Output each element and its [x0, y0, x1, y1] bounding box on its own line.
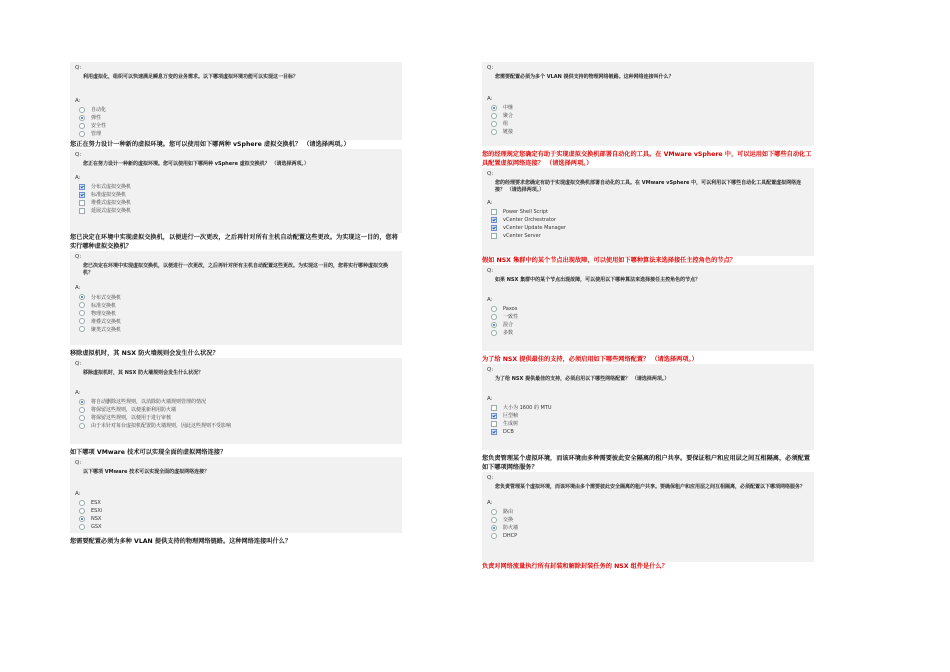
- option-label: 防火墙: [503, 525, 519, 531]
- question-heading: 假如 NSX 集群中的某个节点出现故障，可以使用如下哪种算法来选择接任主控角色的节点？: [482, 257, 736, 264]
- option[interactable]: [487, 420, 809, 428]
- radio-button-selected[interactable]: [491, 105, 497, 111]
- radio-button-selected[interactable]: [79, 516, 85, 522]
- answer-label: A:: [75, 389, 81, 396]
- option-list: [487, 508, 809, 540]
- option-list: [487, 305, 809, 337]
- question-heading: 如下哪项 VMware 技术可以实现全面的虚拟网络连接？: [70, 449, 227, 456]
- option[interactable]: [487, 532, 809, 540]
- option-label: 聚类式交换机: [91, 326, 122, 333]
- checkbox-checked[interactable]: [491, 429, 497, 435]
- question-heading: 您正在努力设计一种新的虚拟环境。您可以使用如下哪两种 vSphere 虚拟交换机？ （请选择两项。）: [70, 141, 350, 148]
- option[interactable]: [75, 309, 397, 317]
- option[interactable]: [487, 524, 809, 532]
- question-text: 如果 NSX 集群中的某个节点出现故障，可以使用以下哪种算法来选择接任主控角色的节点？: [495, 277, 701, 283]
- next-question-heading: 负责对网络流量执行所有封装和解除封装任务的 NSX 组件是什么？: [482, 563, 668, 570]
- checkbox[interactable]: [491, 421, 497, 427]
- question-card: [70, 358, 402, 444]
- option-list: [75, 106, 397, 138]
- option[interactable]: [75, 515, 397, 523]
- radio-button[interactable]: [79, 415, 85, 421]
- option-label: DHCP: [503, 532, 518, 539]
- option[interactable]: [487, 516, 809, 524]
- option[interactable]: [75, 317, 397, 325]
- option[interactable]: [487, 313, 809, 321]
- answer-label: A:: [75, 285, 81, 291]
- checkbox-checked[interactable]: [491, 413, 497, 419]
- option-label: 分布式虚拟交换机: [91, 184, 132, 190]
- answer-label: A:: [487, 499, 493, 506]
- checkbox-checked[interactable]: [79, 184, 85, 190]
- option[interactable]: [487, 120, 809, 128]
- option-label: 将自动删除这些规则，以消除防火墙规则管理的情况: [91, 399, 207, 405]
- option[interactable]: [487, 508, 809, 516]
- question-heading: 为了给 NSX 提供最佳的支持，必须启用如下哪些网络配置？ （请选择两项。）: [482, 356, 698, 363]
- next-question-heading: 您需要配置必须为多种 VLAN 提供支持的物理网络链路。这种网络连接叫什么？: [70, 538, 292, 545]
- option-label: GSX: [91, 523, 102, 530]
- radio-button[interactable]: [79, 524, 85, 530]
- option-label: ESXi: [91, 507, 103, 514]
- option-list: [487, 104, 809, 136]
- option-label: 将保留这些规则，以便用于进行审核: [91, 415, 172, 421]
- left-column: [70, 62, 402, 546]
- option-list: [487, 208, 809, 240]
- question-label: Q:: [75, 254, 82, 260]
- option-label: 弹性: [91, 115, 102, 121]
- question-text: 您正在努力设计一种新的虚拟环境。您可以使用如下哪两种 vSphere 虚拟交换机？ （请选择两项。）: [83, 161, 309, 167]
- question-card: [70, 149, 402, 233]
- answer-label: A:: [75, 490, 81, 497]
- checkbox[interactable]: [79, 200, 85, 206]
- option[interactable]: [75, 183, 397, 191]
- option[interactable]: [75, 301, 397, 309]
- option[interactable]: [75, 398, 397, 406]
- checkbox[interactable]: [491, 233, 497, 239]
- option[interactable]: [487, 208, 809, 216]
- option[interactable]: [75, 130, 397, 138]
- option[interactable]: [75, 191, 397, 199]
- radio-button-selected[interactable]: [79, 115, 85, 121]
- option-label: 中继: [503, 105, 514, 111]
- radio-button-selected[interactable]: [491, 322, 497, 328]
- option[interactable]: [75, 199, 397, 207]
- question-label: Q:: [487, 171, 494, 177]
- checkbox[interactable]: [491, 209, 497, 215]
- option-label: 聚合: [503, 113, 514, 119]
- radio-button[interactable]: [79, 508, 85, 514]
- option[interactable]: [487, 216, 809, 224]
- question-label: Q:: [487, 268, 494, 274]
- option-list: [75, 499, 397, 531]
- question-card: [482, 364, 814, 450]
- radio-button-selected[interactable]: [79, 294, 85, 300]
- radio-button[interactable]: [79, 123, 85, 129]
- question-text: 您已决定在环境中实现虚拟交换机，以便进行一次更改，之后再针对所有主机自动配置这些更改。为实现这一目的，您将实行哪种虚拟交换机？: [83, 263, 389, 276]
- radio-button[interactable]: [491, 533, 497, 539]
- radio-button[interactable]: [491, 314, 497, 320]
- radio-button[interactable]: [79, 131, 85, 137]
- checkbox[interactable]: [491, 405, 497, 411]
- option-label: 由于未针对每台虚拟机配置防火墙规则，因此这些规则不受影响: [91, 423, 232, 429]
- answer-label: A:: [487, 395, 493, 402]
- question-heading: 您负责管理某个虚拟环境，而该环境由多种需要彼此安全隔离的租户共享。要保证租户和应用层之间互相隔离，必须配置如下哪项网络服务？: [482, 455, 810, 471]
- question-label: Q:: [487, 475, 494, 481]
- option-label: 物理交换机: [91, 310, 117, 317]
- radio-button[interactable]: [491, 121, 497, 127]
- checkbox[interactable]: [79, 208, 85, 214]
- option-label: 堆叠式虚拟交换机: [91, 200, 132, 206]
- question-text: 您负责管理某个虚拟环境，而该环境由多个需要彼此安全隔离的租户共享。要确保租户和应用层之间互相隔离，必须配置以下哪项网络服务？: [495, 484, 806, 490]
- option-label: ESX: [91, 499, 101, 506]
- option-list: [487, 404, 809, 436]
- option[interactable]: [487, 412, 809, 420]
- radio-button[interactable]: [491, 509, 497, 515]
- option-label: 将保留这些规则，以便重新利用防火墙: [91, 407, 177, 413]
- option[interactable]: [487, 329, 809, 337]
- option[interactable]: [75, 523, 397, 531]
- option-label: vCenter Orchestrator: [503, 217, 557, 223]
- option[interactable]: [75, 507, 397, 515]
- checkbox-checked[interactable]: [79, 192, 85, 198]
- question-card: [70, 62, 402, 140]
- option[interactable]: [75, 406, 397, 414]
- question-heading: 您已决定在环境中实现虚拟交换机，以便进行一次更改，之后再针对所有主机自动配置这些更改。为实现这一目的，您将实行哪种虚拟交换机？: [70, 234, 398, 250]
- option-label: 堆叠式交换机: [91, 318, 122, 325]
- radio-button[interactable]: [79, 107, 85, 113]
- option[interactable]: [75, 106, 397, 114]
- question-heading: 移除虚拟机时，其 NSX 防火墙规则会发生什么状况？: [70, 350, 219, 357]
- question-text: 为了给 NSX 提供最佳的支持，必须启用以下哪些网络配置？ （请选择两项。）: [495, 376, 670, 382]
- question-text: 以下哪项 VMware 技术可以实现全面的虚拟网络连接？: [83, 469, 210, 475]
- radio-button[interactable]: [491, 330, 497, 336]
- option[interactable]: [75, 114, 397, 122]
- option[interactable]: [487, 112, 809, 120]
- answer-label: A:: [75, 97, 81, 104]
- question-card: [482, 62, 814, 146]
- option-list: [75, 398, 397, 430]
- radio-button[interactable]: [79, 318, 85, 324]
- question-label: Q:: [487, 65, 494, 71]
- question-label: Q:: [75, 361, 82, 367]
- option-label: Paxos: [503, 305, 518, 312]
- radio-button-selected[interactable]: [79, 399, 85, 405]
- option-label: 大小为 1600 的 MTU: [503, 405, 552, 411]
- option-list: [75, 183, 397, 215]
- answer-label: A:: [487, 296, 493, 303]
- radio-button[interactable]: [79, 407, 85, 413]
- option-list: [75, 293, 397, 333]
- option[interactable]: [75, 422, 397, 430]
- checkbox-checked[interactable]: [491, 217, 497, 223]
- option-label: 分布式交换机: [91, 294, 122, 301]
- question-card: [70, 457, 402, 533]
- option-label: 巨型帧: [503, 413, 519, 419]
- option[interactable]: [487, 128, 809, 136]
- question-text: 移除虚拟机时，其 NSX 防火墙规则会发生什么状况？: [83, 370, 204, 376]
- option-label: 链接: [503, 129, 514, 135]
- radio-button[interactable]: [491, 129, 497, 135]
- radio-button[interactable]: [79, 326, 85, 332]
- option[interactable]: [487, 104, 809, 112]
- radio-button[interactable]: [491, 517, 497, 523]
- option[interactable]: [75, 414, 397, 422]
- option[interactable]: [487, 428, 809, 436]
- option[interactable]: [75, 122, 397, 130]
- question-text: 您的经理要求您确定有助于实现虚拟交换机部署自动化的工具。在 VMware vSphere 中，可以利用以下哪些自动化工具配置虚拟网络连接？ （请选择两项。）: [495, 180, 802, 193]
- question-heading: 您的经理规定您确定有助于实现虚拟交换机部署自动化的工具。在 VMware vSphere 中，可以运用如下哪些自动化工具配置虚拟网络连接？ （请选择两项。）: [482, 151, 812, 167]
- option-label: 生成树: [503, 421, 519, 427]
- question-label: Q:: [75, 65, 82, 71]
- radio-button[interactable]: [491, 113, 497, 119]
- option-label: 标准虚拟交换机: [91, 192, 127, 198]
- option[interactable]: [487, 224, 809, 232]
- option[interactable]: [487, 404, 809, 412]
- option-label: 安全性: [91, 123, 107, 129]
- option-label: 标准交换机: [91, 302, 117, 309]
- question-card: [482, 472, 814, 562]
- radio-button[interactable]: [79, 423, 85, 429]
- option[interactable]: [75, 499, 397, 507]
- option[interactable]: [75, 325, 397, 333]
- radio-button[interactable]: [79, 500, 85, 506]
- option-label: Power Shell Script: [503, 209, 548, 215]
- answer-label: A:: [487, 95, 493, 102]
- option-label: 自动化: [91, 107, 107, 113]
- question-label: Q:: [75, 152, 82, 158]
- question-card: [70, 251, 402, 345]
- radio-button[interactable]: [491, 306, 497, 312]
- radio-button-selected[interactable]: [491, 525, 497, 531]
- option[interactable]: [487, 232, 809, 240]
- option-label: 混合: [503, 322, 514, 328]
- right-column: [482, 62, 814, 571]
- option-label: vCenter Server: [503, 233, 541, 239]
- option-label: 组: [503, 121, 509, 127]
- question-label: Q:: [75, 460, 82, 466]
- radio-button[interactable]: [79, 302, 85, 308]
- radio-button[interactable]: [79, 310, 85, 316]
- option-label: 一致性: [503, 314, 519, 320]
- option-label: 路由: [503, 509, 514, 515]
- question-card: [482, 168, 814, 256]
- answer-label: A:: [487, 200, 493, 206]
- option-label: DCB: [503, 428, 514, 435]
- option[interactable]: [487, 321, 809, 329]
- option-label: 多数: [503, 330, 514, 336]
- option-label: vCenter Update Manager: [503, 225, 566, 231]
- option[interactable]: [487, 305, 809, 313]
- option[interactable]: [75, 293, 397, 301]
- option-label: NSX: [91, 515, 102, 522]
- question-text: 利用虚拟化，组织可以快速满足瞬息万变的业务需求。以下哪项虚拟环境功能可以实现这一目标？: [83, 74, 299, 80]
- option[interactable]: [75, 207, 397, 215]
- question-card: [482, 265, 814, 351]
- question-text: 您需要配置必须为多个 VLAN 提供支持的物理网络链路。这种网络连接叫什么？: [495, 74, 674, 80]
- option-label: 延展式虚拟交换机: [91, 208, 132, 214]
- checkbox-checked[interactable]: [491, 225, 497, 231]
- option-label: 交换: [503, 517, 514, 523]
- answer-label: A:: [75, 174, 81, 181]
- option-label: 管理: [91, 131, 102, 137]
- question-label: Q:: [487, 367, 494, 373]
